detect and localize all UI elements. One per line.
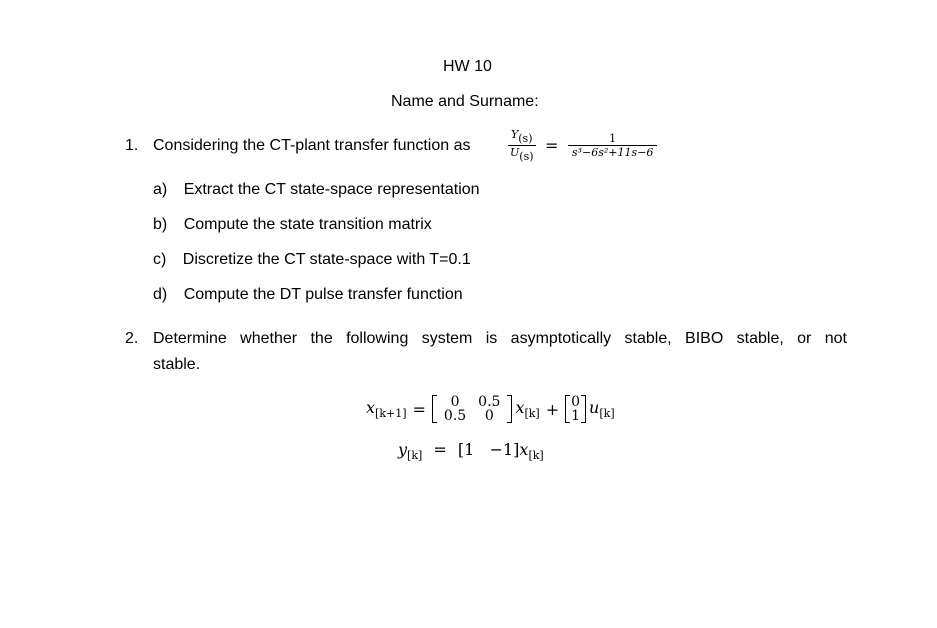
frac-u: U [510, 146, 520, 159]
item-text: Compute the DT pulse transfer function [183, 286, 463, 303]
eq1-plus: + [545, 399, 560, 419]
frac-u-sub: (s) [519, 150, 534, 163]
a-12: 0.5 [478, 394, 501, 410]
b-2: 1 [571, 408, 581, 424]
q1-number: 1. [125, 137, 139, 154]
item-text: Compute the state transition matrix [183, 216, 432, 233]
eq1-lhs: $x_{[k+1]}$ [366, 398, 407, 420]
a-21: 0.5 [443, 408, 467, 424]
state-equation [366, 388, 615, 430]
q2-text-line1: Determine whether the following system is asymptotically stable, BIBO stable, or not [153, 330, 847, 347]
q1-item-b [153, 216, 432, 234]
eq1-equals: = [412, 399, 426, 419]
frac-y-over-u [508, 128, 536, 163]
q1-item-a [153, 181, 480, 199]
eq1-x: $x_{[k]}$ [515, 398, 540, 420]
q1-transfer-function [508, 128, 657, 163]
a-11: 0 [450, 394, 460, 410]
matrix-a [432, 395, 513, 423]
eq2-lhs: $y_{[k]}$ [398, 440, 423, 462]
tf-denominator: s³−6s²+11s−6 [568, 145, 657, 159]
q2-text-line2: stable. [153, 356, 201, 373]
q1-item-d [153, 286, 463, 304]
transfer-fraction [568, 132, 657, 159]
q1-item-c [153, 251, 471, 269]
name-surname-line: Name and Surname: [391, 93, 539, 110]
tf-numerator: 1 [609, 132, 617, 145]
a-22: 0 [484, 408, 494, 424]
eq1-u: $u_{[k]}$ [589, 398, 615, 420]
item-marker: b) [153, 216, 168, 233]
b-1: 0 [571, 394, 581, 410]
output-equation [398, 440, 544, 462]
frac-y-sub: (s) [518, 132, 533, 145]
eq2-equals: = [433, 440, 447, 459]
item-marker: a) [153, 181, 168, 198]
page-title: HW 10 [443, 58, 492, 75]
q2-number: 2. [125, 330, 139, 347]
eq2-x: $x_{[k]}$ [519, 440, 544, 462]
q1-text: Considering the CT-plant transfer function as [153, 137, 471, 154]
matrix-b [565, 395, 586, 423]
item-marker: d) [153, 286, 168, 303]
matrix-c: [1 −1] [457, 440, 520, 459]
frac-y: Y [511, 128, 519, 141]
item-text: Discretize the CT state-space with T=0.1 [182, 251, 471, 268]
item-marker: c) [153, 251, 167, 268]
equals-sign: = [545, 136, 559, 155]
item-text: Extract the CT state-space representation [183, 181, 480, 198]
